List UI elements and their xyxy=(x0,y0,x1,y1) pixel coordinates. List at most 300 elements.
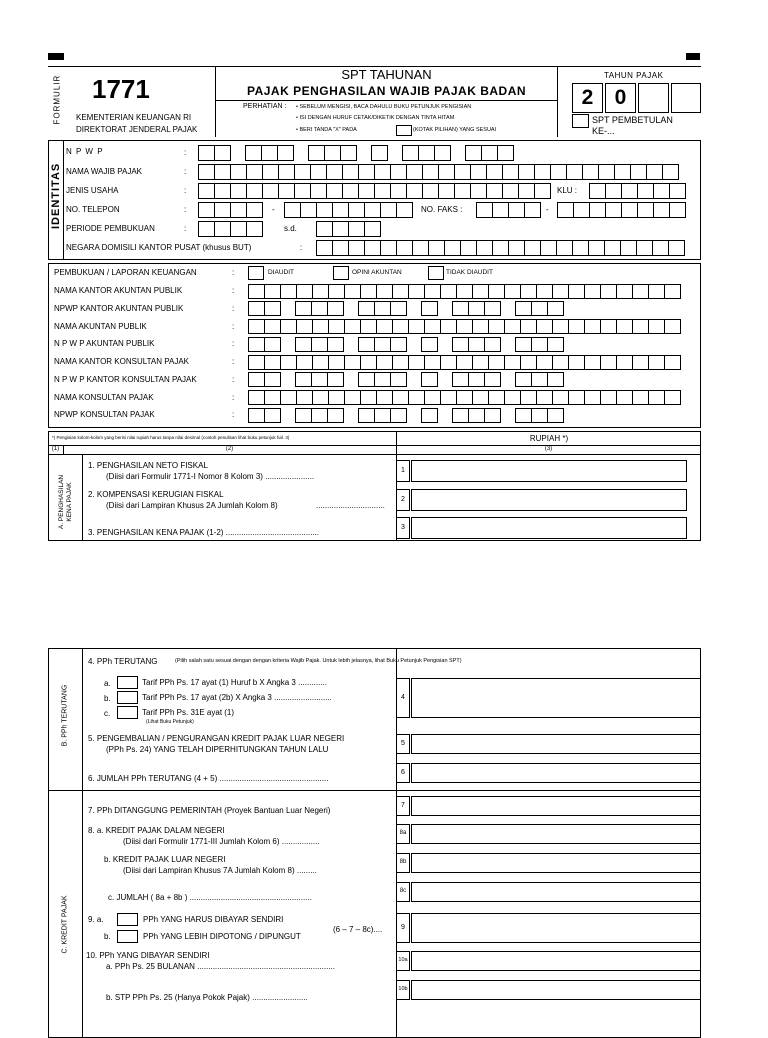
negara-cell[interactable] xyxy=(476,240,493,256)
faks-number-cell[interactable] xyxy=(637,202,654,218)
faks-number-cell[interactable] xyxy=(621,202,638,218)
npwp-kkp-cell[interactable] xyxy=(264,372,281,387)
nama-kap-cell[interactable] xyxy=(616,284,633,299)
nama-wp-cell[interactable] xyxy=(518,164,535,180)
nama-kkp-cell[interactable] xyxy=(440,355,457,370)
npwp-kap-cell[interactable] xyxy=(484,301,501,316)
jenis-usaha-cell[interactable] xyxy=(310,183,327,199)
faks-number-cell[interactable] xyxy=(573,202,590,218)
npwp-kp-cell[interactable] xyxy=(327,408,344,423)
field-value-8b[interactable] xyxy=(411,853,701,873)
nama-wp-cell[interactable] xyxy=(310,164,327,180)
npwp-kkp-cell[interactable] xyxy=(468,372,485,387)
faks-number-cell[interactable] xyxy=(653,202,670,218)
field-value-2[interactable] xyxy=(411,489,687,511)
npwp-cell[interactable] xyxy=(340,145,357,161)
field-value-6[interactable] xyxy=(411,763,701,783)
nama-kkp-cell[interactable] xyxy=(664,355,681,370)
nama-kp-cell[interactable] xyxy=(248,390,265,405)
nama-ap-cell[interactable] xyxy=(328,319,345,334)
nama-kp-cell[interactable] xyxy=(600,390,617,405)
negara-cell[interactable] xyxy=(364,240,381,256)
npwp-kap-cell[interactable] xyxy=(358,301,375,316)
periode-end-cell[interactable] xyxy=(316,221,333,237)
nama-wp-cell[interactable] xyxy=(454,164,471,180)
nama-ap-cell[interactable] xyxy=(520,319,537,334)
nama-kap-cell[interactable] xyxy=(424,284,441,299)
nama-kap-cell[interactable] xyxy=(456,284,473,299)
nama-kap-cell[interactable] xyxy=(248,284,265,299)
negara-cell[interactable] xyxy=(668,240,685,256)
nama-ap-cell[interactable] xyxy=(616,319,633,334)
nama-ap-cell[interactable] xyxy=(456,319,473,334)
nama-kap-cell[interactable] xyxy=(392,284,409,299)
negara-cell[interactable] xyxy=(620,240,637,256)
nama-kp-cell[interactable] xyxy=(456,390,473,405)
jenis-usaha-cell[interactable] xyxy=(534,183,551,199)
nama-ap-cell[interactable] xyxy=(632,319,649,334)
npwp-cell[interactable] xyxy=(465,145,482,161)
npwp-kkp-cell[interactable] xyxy=(390,372,407,387)
npwp-kap-cell[interactable] xyxy=(468,301,485,316)
jenis-usaha-cell[interactable] xyxy=(502,183,519,199)
pembetulan-checkbox[interactable] xyxy=(572,114,589,128)
negara-cell[interactable] xyxy=(524,240,541,256)
nama-ap-cell[interactable] xyxy=(360,319,377,334)
nama-kap-cell[interactable] xyxy=(408,284,425,299)
nama-wp-cell[interactable] xyxy=(262,164,279,180)
nama-kp-cell[interactable] xyxy=(504,390,521,405)
nama-kap-cell[interactable] xyxy=(520,284,537,299)
npwp-cell[interactable] xyxy=(245,145,262,161)
npwp-kp-cell[interactable] xyxy=(248,408,265,423)
npwp-cell[interactable] xyxy=(434,145,451,161)
nama-ap-cell[interactable] xyxy=(504,319,521,334)
nama-kp-cell[interactable] xyxy=(376,390,393,405)
nama-kap-cell[interactable] xyxy=(280,284,297,299)
npwp-kp-cell[interactable] xyxy=(515,408,532,423)
jenis-usaha-cell[interactable] xyxy=(214,183,231,199)
npwp-cell[interactable] xyxy=(308,145,325,161)
periode-start-cell[interactable] xyxy=(246,221,263,237)
jenis-usaha-cell[interactable] xyxy=(390,183,407,199)
telepon-number-cell[interactable] xyxy=(300,202,317,218)
nama-kp-cell[interactable] xyxy=(472,390,489,405)
field-value-5[interactable] xyxy=(411,734,701,754)
npwp-kap-cell[interactable] xyxy=(452,301,469,316)
nama-kap-cell[interactable] xyxy=(600,284,617,299)
negara-cell[interactable] xyxy=(348,240,365,256)
npwp-kp-cell[interactable] xyxy=(484,408,501,423)
klu-cell[interactable] xyxy=(589,183,606,199)
nama-wp-cell[interactable] xyxy=(406,164,423,180)
opini-akuntan-checkbox[interactable] xyxy=(333,266,349,280)
telepon-number-cell[interactable] xyxy=(380,202,397,218)
nama-kkp-cell[interactable] xyxy=(504,355,521,370)
jenis-usaha-cell[interactable] xyxy=(230,183,247,199)
jenis-usaha-cell[interactable] xyxy=(198,183,215,199)
negara-cell[interactable] xyxy=(492,240,509,256)
npwp-cell[interactable] xyxy=(371,145,388,161)
nama-kp-cell[interactable] xyxy=(312,390,329,405)
klu-cell[interactable] xyxy=(669,183,686,199)
npwp-kap-cell[interactable] xyxy=(515,301,532,316)
nama-kp-cell[interactable] xyxy=(536,390,553,405)
faks-area-cell[interactable] xyxy=(476,202,493,218)
telepon-number-cell[interactable] xyxy=(316,202,333,218)
negara-cell[interactable] xyxy=(428,240,445,256)
klu-cell[interactable] xyxy=(605,183,622,199)
nama-kkp-cell[interactable] xyxy=(648,355,665,370)
periode-end-cell[interactable] xyxy=(332,221,349,237)
nama-kkp-cell[interactable] xyxy=(536,355,553,370)
nama-kap-cell[interactable] xyxy=(664,284,681,299)
nama-ap-cell[interactable] xyxy=(376,319,393,334)
faks-number-cell[interactable] xyxy=(605,202,622,218)
npwp-kap-cell[interactable] xyxy=(248,301,265,316)
nama-wp-cell[interactable] xyxy=(278,164,295,180)
nama-kap-cell[interactable] xyxy=(552,284,569,299)
nama-kap-cell[interactable] xyxy=(376,284,393,299)
nama-kp-cell[interactable] xyxy=(264,390,281,405)
nama-wp-cell[interactable] xyxy=(390,164,407,180)
npwp-ap-cell[interactable] xyxy=(421,337,438,352)
nama-kkp-cell[interactable] xyxy=(248,355,265,370)
npwp-kkp-cell[interactable] xyxy=(295,372,312,387)
jenis-usaha-cell[interactable] xyxy=(486,183,503,199)
npwp-kkp-cell[interactable] xyxy=(358,372,375,387)
npwp-ap-cell[interactable] xyxy=(311,337,328,352)
npwp-ap-cell[interactable] xyxy=(452,337,469,352)
negara-cell[interactable] xyxy=(508,240,525,256)
npwp-cell[interactable] xyxy=(324,145,341,161)
npwp-kp-cell[interactable] xyxy=(358,408,375,423)
nama-wp-cell[interactable] xyxy=(582,164,599,180)
npwp-kkp-cell[interactable] xyxy=(374,372,391,387)
nama-ap-cell[interactable] xyxy=(664,319,681,334)
nama-kp-cell[interactable] xyxy=(296,390,313,405)
nama-kap-cell[interactable] xyxy=(584,284,601,299)
nama-wp-cell[interactable] xyxy=(214,164,231,180)
npwp-kap-cell[interactable] xyxy=(547,301,564,316)
npwp-kap-cell[interactable] xyxy=(295,301,312,316)
npwp-kkp-cell[interactable] xyxy=(531,372,548,387)
year-digit-4[interactable] xyxy=(671,83,701,113)
npwp-kap-cell[interactable] xyxy=(390,301,407,316)
telepon-number-cell[interactable] xyxy=(284,202,301,218)
npwp-kp-cell[interactable] xyxy=(547,408,564,423)
jenis-usaha-cell[interactable] xyxy=(406,183,423,199)
item-4a-checkbox[interactable] xyxy=(117,676,138,689)
telepon-number-cell[interactable] xyxy=(348,202,365,218)
nama-wp-cell[interactable] xyxy=(630,164,647,180)
nama-kp-cell[interactable] xyxy=(360,390,377,405)
negara-cell[interactable] xyxy=(460,240,477,256)
npwp-kkp-cell[interactable] xyxy=(452,372,469,387)
npwp-cell[interactable] xyxy=(418,145,435,161)
npwp-kkp-cell[interactable] xyxy=(547,372,564,387)
nama-wp-cell[interactable] xyxy=(646,164,663,180)
field-value-9[interactable] xyxy=(411,913,701,943)
faks-area-cell[interactable] xyxy=(492,202,509,218)
nama-kap-cell[interactable] xyxy=(648,284,665,299)
klu-cell[interactable] xyxy=(653,183,670,199)
nama-kkp-cell[interactable] xyxy=(360,355,377,370)
npwp-ap-cell[interactable] xyxy=(248,337,265,352)
negara-cell[interactable] xyxy=(572,240,589,256)
negara-cell[interactable] xyxy=(380,240,397,256)
jenis-usaha-cell[interactable] xyxy=(438,183,455,199)
nama-ap-cell[interactable] xyxy=(392,319,409,334)
jenis-usaha-cell[interactable] xyxy=(294,183,311,199)
npwp-ap-cell[interactable] xyxy=(374,337,391,352)
nama-kkp-cell[interactable] xyxy=(456,355,473,370)
year-digit-3[interactable] xyxy=(638,83,669,113)
nama-ap-cell[interactable] xyxy=(280,319,297,334)
npwp-kap-cell[interactable] xyxy=(374,301,391,316)
nama-wp-cell[interactable] xyxy=(502,164,519,180)
nama-kap-cell[interactable] xyxy=(264,284,281,299)
periode-start-cell[interactable] xyxy=(214,221,231,237)
jenis-usaha-cell[interactable] xyxy=(518,183,535,199)
item-9b-checkbox[interactable] xyxy=(117,930,138,943)
klu-cell[interactable] xyxy=(621,183,638,199)
year-digit-1[interactable] xyxy=(572,83,603,113)
item-4c-checkbox[interactable] xyxy=(117,706,138,719)
negara-cell[interactable] xyxy=(396,240,413,256)
nama-wp-cell[interactable] xyxy=(550,164,567,180)
nama-kap-cell[interactable] xyxy=(344,284,361,299)
nama-wp-cell[interactable] xyxy=(534,164,551,180)
telepon-number-cell[interactable] xyxy=(364,202,381,218)
tidak-diaudit-checkbox[interactable] xyxy=(428,266,444,280)
nama-wp-cell[interactable] xyxy=(198,164,215,180)
nama-ap-cell[interactable] xyxy=(552,319,569,334)
nama-kkp-cell[interactable] xyxy=(472,355,489,370)
jenis-usaha-cell[interactable] xyxy=(470,183,487,199)
nama-ap-cell[interactable] xyxy=(472,319,489,334)
nama-kp-cell[interactable] xyxy=(648,390,665,405)
jenis-usaha-cell[interactable] xyxy=(374,183,391,199)
nama-kkp-cell[interactable] xyxy=(296,355,313,370)
nama-kkp-cell[interactable] xyxy=(488,355,505,370)
nama-wp-cell[interactable] xyxy=(566,164,583,180)
nama-kkp-cell[interactable] xyxy=(520,355,537,370)
nama-kkp-cell[interactable] xyxy=(264,355,281,370)
nama-kp-cell[interactable] xyxy=(520,390,537,405)
npwp-ap-cell[interactable] xyxy=(515,337,532,352)
nama-wp-cell[interactable] xyxy=(486,164,503,180)
npwp-kp-cell[interactable] xyxy=(531,408,548,423)
nama-kap-cell[interactable] xyxy=(328,284,345,299)
jenis-usaha-cell[interactable] xyxy=(246,183,263,199)
nama-kap-cell[interactable] xyxy=(296,284,313,299)
npwp-kap-cell[interactable] xyxy=(531,301,548,316)
negara-cell[interactable] xyxy=(412,240,429,256)
field-value-8c[interactable] xyxy=(411,882,701,902)
npwp-cell[interactable] xyxy=(198,145,215,161)
field-value-8a[interactable] xyxy=(411,824,701,844)
nama-kp-cell[interactable] xyxy=(552,390,569,405)
npwp-kp-cell[interactable] xyxy=(452,408,469,423)
nama-kp-cell[interactable] xyxy=(488,390,505,405)
negara-cell[interactable] xyxy=(556,240,573,256)
periode-end-cell[interactable] xyxy=(364,221,381,237)
nama-ap-cell[interactable] xyxy=(296,319,313,334)
npwp-kkp-cell[interactable] xyxy=(327,372,344,387)
nama-ap-cell[interactable] xyxy=(312,319,329,334)
npwp-kkp-cell[interactable] xyxy=(515,372,532,387)
telepon-area-cell[interactable] xyxy=(230,202,247,218)
nama-ap-cell[interactable] xyxy=(344,319,361,334)
nama-wp-cell[interactable] xyxy=(422,164,439,180)
nama-wp-cell[interactable] xyxy=(326,164,343,180)
npwp-kap-cell[interactable] xyxy=(421,301,438,316)
klu-cell[interactable] xyxy=(637,183,654,199)
jenis-usaha-cell[interactable] xyxy=(278,183,295,199)
npwp-kap-cell[interactable] xyxy=(311,301,328,316)
nama-ap-cell[interactable] xyxy=(248,319,265,334)
nama-kap-cell[interactable] xyxy=(568,284,585,299)
npwp-cell[interactable] xyxy=(481,145,498,161)
negara-cell[interactable] xyxy=(636,240,653,256)
npwp-cell[interactable] xyxy=(402,145,419,161)
npwp-ap-cell[interactable] xyxy=(327,337,344,352)
nama-kap-cell[interactable] xyxy=(440,284,457,299)
npwp-ap-cell[interactable] xyxy=(484,337,501,352)
field-value-4[interactable] xyxy=(411,678,701,718)
nama-kkp-cell[interactable] xyxy=(568,355,585,370)
nama-wp-cell[interactable] xyxy=(438,164,455,180)
nama-kkp-cell[interactable] xyxy=(408,355,425,370)
item-9a-checkbox[interactable] xyxy=(117,913,138,926)
npwp-cell[interactable] xyxy=(214,145,231,161)
field-value-1[interactable] xyxy=(411,460,687,482)
nama-kkp-cell[interactable] xyxy=(424,355,441,370)
field-value-3[interactable] xyxy=(411,517,687,539)
nama-wp-cell[interactable] xyxy=(614,164,631,180)
faks-number-cell[interactable] xyxy=(557,202,574,218)
nama-ap-cell[interactable] xyxy=(488,319,505,334)
telepon-number-cell[interactable] xyxy=(396,202,413,218)
nama-kap-cell[interactable] xyxy=(472,284,489,299)
npwp-cell[interactable] xyxy=(261,145,278,161)
nama-kkp-cell[interactable] xyxy=(344,355,361,370)
nama-kkp-cell[interactable] xyxy=(632,355,649,370)
negara-cell[interactable] xyxy=(588,240,605,256)
nama-kkp-cell[interactable] xyxy=(584,355,601,370)
faks-area-cell[interactable] xyxy=(524,202,541,218)
faks-number-cell[interactable] xyxy=(589,202,606,218)
telepon-number-cell[interactable] xyxy=(332,202,349,218)
nama-wp-cell[interactable] xyxy=(294,164,311,180)
field-value-10b[interactable] xyxy=(411,980,701,1000)
field-value-7[interactable] xyxy=(411,796,701,816)
nama-kap-cell[interactable] xyxy=(488,284,505,299)
npwp-cell[interactable] xyxy=(497,145,514,161)
npwp-kp-cell[interactable] xyxy=(264,408,281,423)
nama-wp-cell[interactable] xyxy=(374,164,391,180)
nama-kkp-cell[interactable] xyxy=(392,355,409,370)
nama-ap-cell[interactable] xyxy=(648,319,665,334)
negara-cell[interactable] xyxy=(604,240,621,256)
nama-wp-cell[interactable] xyxy=(598,164,615,180)
nama-kkp-cell[interactable] xyxy=(552,355,569,370)
npwp-kkp-cell[interactable] xyxy=(311,372,328,387)
nama-kap-cell[interactable] xyxy=(536,284,553,299)
negara-cell[interactable] xyxy=(316,240,333,256)
nama-ap-cell[interactable] xyxy=(600,319,617,334)
faks-area-cell[interactable] xyxy=(508,202,525,218)
nama-kp-cell[interactable] xyxy=(392,390,409,405)
nama-ap-cell[interactable] xyxy=(584,319,601,334)
nama-kp-cell[interactable] xyxy=(344,390,361,405)
npwp-ap-cell[interactable] xyxy=(295,337,312,352)
npwp-kap-cell[interactable] xyxy=(327,301,344,316)
nama-ap-cell[interactable] xyxy=(568,319,585,334)
nama-ap-cell[interactable] xyxy=(536,319,553,334)
nama-kp-cell[interactable] xyxy=(664,390,681,405)
npwp-kp-cell[interactable] xyxy=(468,408,485,423)
nama-kp-cell[interactable] xyxy=(424,390,441,405)
nama-kp-cell[interactable] xyxy=(616,390,633,405)
negara-cell[interactable] xyxy=(540,240,557,256)
npwp-kp-cell[interactable] xyxy=(311,408,328,423)
nama-kp-cell[interactable] xyxy=(328,390,345,405)
npwp-ap-cell[interactable] xyxy=(358,337,375,352)
jenis-usaha-cell[interactable] xyxy=(454,183,471,199)
periode-start-cell[interactable] xyxy=(230,221,247,237)
nama-ap-cell[interactable] xyxy=(408,319,425,334)
nama-kkp-cell[interactable] xyxy=(280,355,297,370)
nama-kap-cell[interactable] xyxy=(360,284,377,299)
nama-wp-cell[interactable] xyxy=(358,164,375,180)
npwp-ap-cell[interactable] xyxy=(531,337,548,352)
npwp-ap-cell[interactable] xyxy=(468,337,485,352)
faks-number-cell[interactable] xyxy=(669,202,686,218)
nama-kap-cell[interactable] xyxy=(504,284,521,299)
telepon-area-cell[interactable] xyxy=(246,202,263,218)
nama-kap-cell[interactable] xyxy=(312,284,329,299)
nama-wp-cell[interactable] xyxy=(342,164,359,180)
npwp-kkp-cell[interactable] xyxy=(484,372,501,387)
nama-kkp-cell[interactable] xyxy=(600,355,617,370)
nama-kp-cell[interactable] xyxy=(440,390,457,405)
jenis-usaha-cell[interactable] xyxy=(422,183,439,199)
year-digit-2[interactable] xyxy=(605,83,636,113)
npwp-ap-cell[interactable] xyxy=(390,337,407,352)
nama-kkp-cell[interactable] xyxy=(328,355,345,370)
npwp-kkp-cell[interactable] xyxy=(421,372,438,387)
diaudit-checkbox[interactable] xyxy=(248,266,264,280)
nama-wp-cell[interactable] xyxy=(470,164,487,180)
jenis-usaha-cell[interactable] xyxy=(342,183,359,199)
nama-wp-cell[interactable] xyxy=(662,164,679,180)
telepon-area-cell[interactable] xyxy=(214,202,231,218)
periode-start-cell[interactable] xyxy=(198,221,215,237)
npwp-kp-cell[interactable] xyxy=(295,408,312,423)
npwp-kp-cell[interactable] xyxy=(390,408,407,423)
negara-cell[interactable] xyxy=(652,240,669,256)
negara-cell[interactable] xyxy=(444,240,461,256)
npwp-kap-cell[interactable] xyxy=(264,301,281,316)
telepon-area-cell[interactable] xyxy=(198,202,215,218)
nama-ap-cell[interactable] xyxy=(264,319,281,334)
nama-kp-cell[interactable] xyxy=(280,390,297,405)
periode-end-cell[interactable] xyxy=(348,221,365,237)
npwp-cell[interactable] xyxy=(277,145,294,161)
nama-ap-cell[interactable] xyxy=(424,319,441,334)
